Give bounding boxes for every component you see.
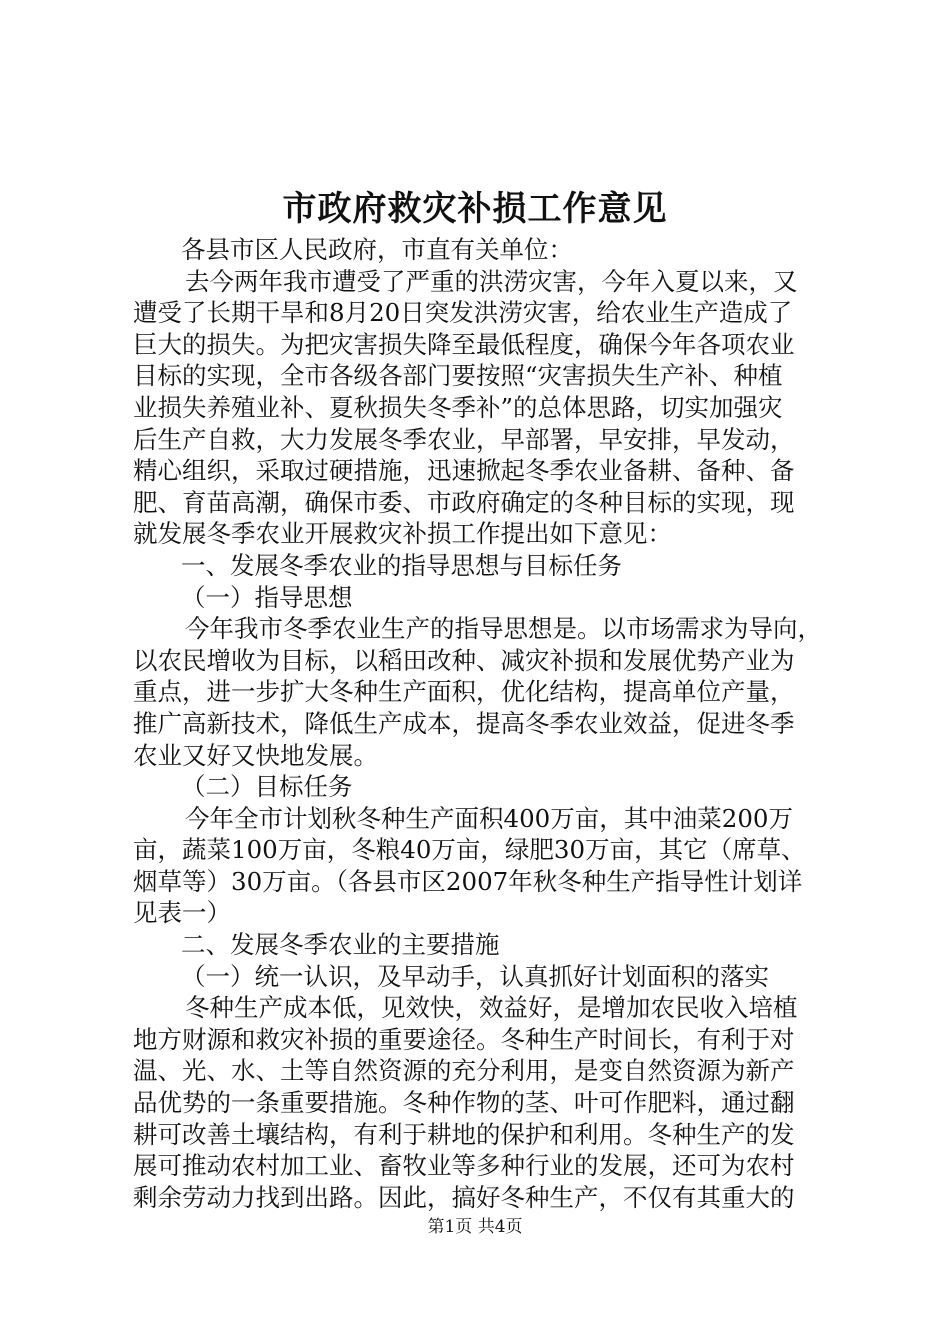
text-line: （一）指导思想 xyxy=(181,582,353,612)
text-line: 温、光、水、土等自然资源的充分利用，是变自然资源为新产 xyxy=(133,1056,795,1086)
text-line: 二、发展冬季农业的主要措施 xyxy=(181,930,500,960)
text-line: 烟草等）30万亩。（各县市区2007年秋冬种生产指导性计划详 xyxy=(133,866,803,896)
text-line: 今年全市计划秋冬种生产面积400万亩，其中油菜200万 xyxy=(185,803,794,833)
text-line: 见表一） xyxy=(133,898,231,928)
text-line: 肥、育苗高潮，确保市委、市政府确定的冬种目标的实现，现 xyxy=(133,487,795,517)
text-line: 剩余劳动力找到出路。因此，搞好冬种生产，不仅有其重大的 xyxy=(133,1182,795,1212)
page-footer: 第1页 共4页 xyxy=(427,1217,523,1237)
text-line: 推广高新技术，降低生产成本，提高冬季农业效益，促进冬季 xyxy=(133,708,795,738)
text-line: 目标的实现，全市各级各部门要按照“灾害损失生产补、种植 xyxy=(133,361,783,391)
text-line: 遭受了长期干旱和8月20日突发洪涝灾害，给农业生产造成了 xyxy=(133,298,793,328)
document-title: 市政府救灾补损工作意见 xyxy=(282,189,668,229)
text-line: 各县市区人民政府，市直有关单位： xyxy=(181,235,573,264)
text-line: （一）统一认识，及早动手，认真抓好计划面积的落实 xyxy=(181,961,769,991)
text-line: 后生产自救，大力发展冬季农业，早部署，早安排，早发动， xyxy=(133,424,795,454)
text-line: 重点，进一步扩大冬种生产面积，优化结构，提高单位产量， xyxy=(133,677,795,707)
text-line: 冬种生产成本低，见效快，效益好，是增加农民收入培植 xyxy=(185,993,798,1023)
text-line: 亩，蔬菜100万亩，冬粮40万亩，绿肥30万亩，其它（席草、 xyxy=(133,835,806,865)
text-line: （二）目标任务 xyxy=(181,772,353,802)
text-line: 一、发展冬季农业的指导思想与目标任务 xyxy=(181,550,622,580)
text-line: 业损失养殖业补、夏秋损失冬季补”的总体思路，切实加强灾 xyxy=(133,392,783,422)
text-line: 地方财源和救灾补损的重要途径。冬种生产时间长，有利于对 xyxy=(133,1024,795,1054)
text-line: 农业又好又快地发展。 xyxy=(133,740,378,770)
text-line: 今年我市冬季农业生产的指导思想是。以市场需求为导向， xyxy=(185,614,822,644)
text-line: 以农民增收为目标，以稻田改种、减灾补损和发展优势产业为 xyxy=(133,645,795,675)
text-line: 巨大的损失。为把灾害损失降至最低程度，确保今年各项农业 xyxy=(133,329,795,359)
text-line: 去今两年我市遭受了严重的洪涝灾害，今年入夏以来，又 xyxy=(185,266,798,296)
text-line: 展可推动农村加工业、畜牧业等多种行业的发展，还可为农村 xyxy=(133,1151,795,1181)
text-line: 就发展冬季农业开展救灾补损工作提出如下意见： xyxy=(133,519,672,549)
text-line: 精心组织，采取过硬措施，迅速掀起冬季农业备耕、备种、备 xyxy=(133,456,795,486)
text-line: 品优势的一条重要措施。冬种作物的茎、叶可作肥料，通过翻 xyxy=(133,1088,795,1118)
document-body xyxy=(133,234,833,1213)
text-line: 耕可改善土壤结构，有利于耕地的保护和利用。冬种生产的发 xyxy=(133,1119,795,1149)
